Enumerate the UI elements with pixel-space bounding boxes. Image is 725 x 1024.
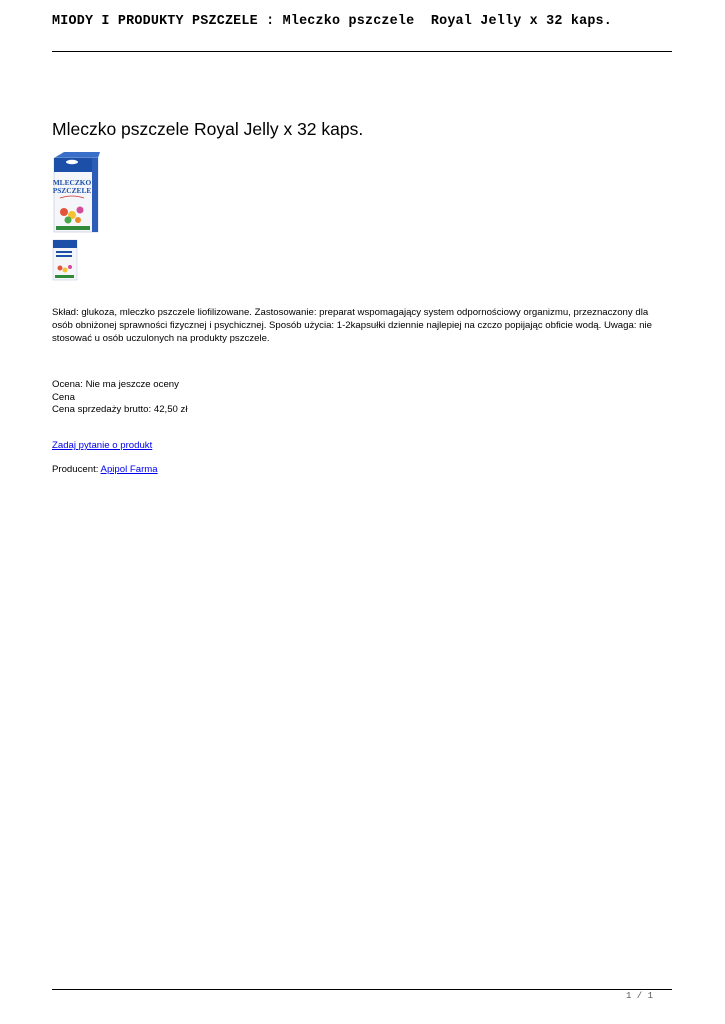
rating-text: Ocena: Nie ma jeszcze oceny — [52, 379, 179, 390]
producer-label: Producent: — [52, 464, 101, 475]
price-value: Cena sprzedaży brutto: 42,50 zł — [52, 404, 188, 416]
page-number: 1 / 1 — [626, 991, 654, 1001]
product-thumbnail[interactable] — [52, 238, 78, 282]
producer-line — [52, 464, 158, 475]
price-label: Cena — [52, 391, 75, 403]
producer-link[interactable]: Apipol Farma — [100, 464, 158, 475]
product-info — [52, 379, 187, 417]
box-label-line1: MLECZKO — [52, 178, 92, 187]
product-image[interactable] — [52, 152, 100, 234]
page-header: MIODY I PRODUKTY PSZCZELE : Mleczko pszczele Royal Jelly x 32 kaps. — [52, 14, 613, 29]
product-title: Mleczko pszczele Royal Jelly x 32 kaps. — [52, 119, 364, 139]
footer-divider — [52, 989, 672, 990]
product-description: Skład: glukoza, mleczko pszczele liofilizowane. Zastosowanie: preparat wspomagający system odpornościowy organizmu, przeznaczony dla osób obniżonej sprawności fizycznej i psychicznej. Sposób użycia: 1-2kapsułki dziennie najlepiej na czczo popijając obficie wodą. Uwaga: nie stosować u osób uczulonych na produkty pszczele. — [52, 307, 652, 344]
box-label-line2: PSZCZELE — [52, 186, 92, 195]
ask-question-link[interactable]: Zadaj pytanie o produkt — [52, 440, 153, 451]
header-divider — [52, 51, 672, 52]
